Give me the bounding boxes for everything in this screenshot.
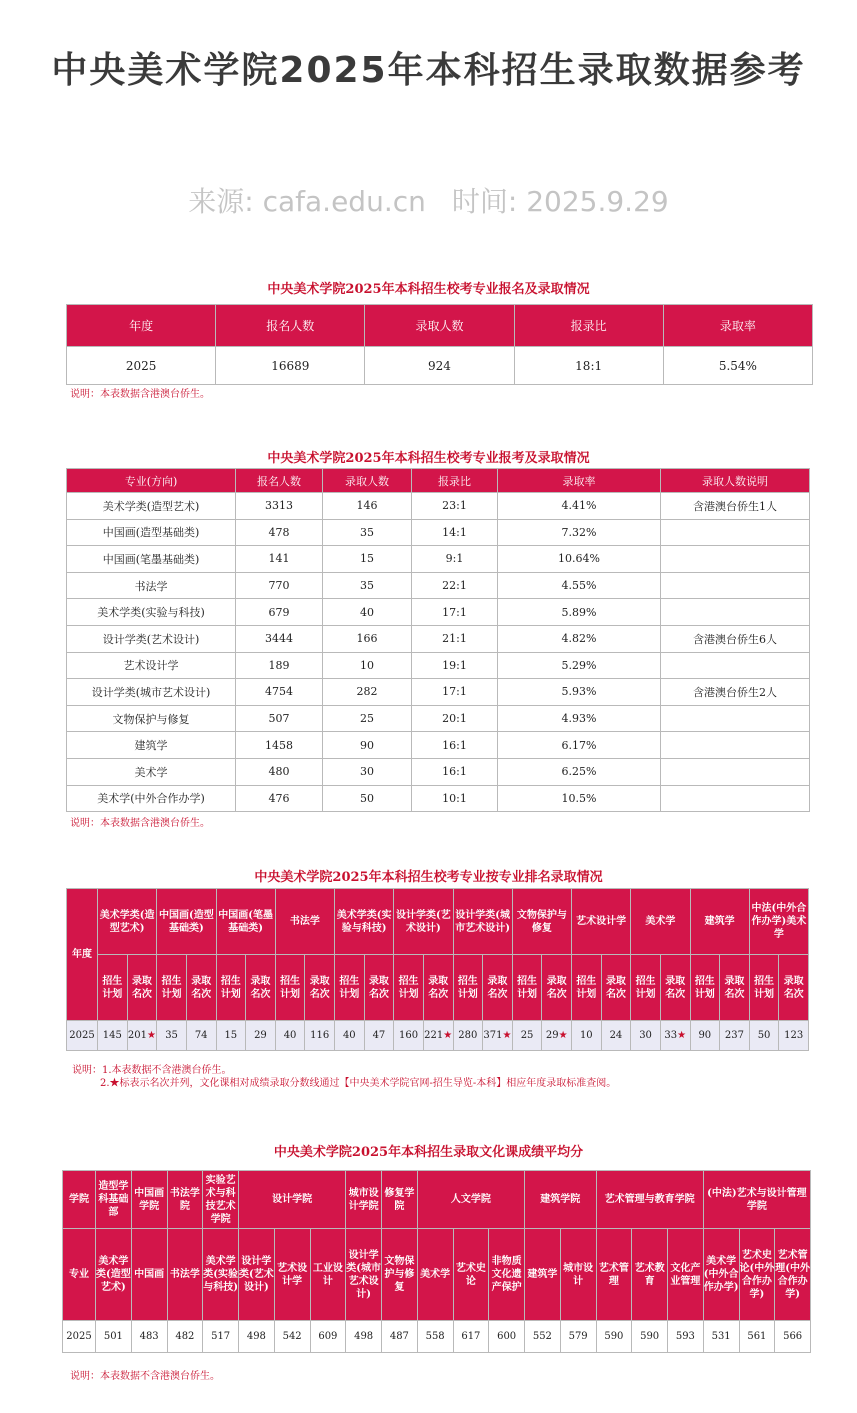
table-row [67,758,810,785]
table-cell: 建筑学 [67,732,236,759]
school-header: 造型学科基础部 [96,1171,132,1229]
score-cell: 517 [203,1321,239,1353]
plan-cell: 280 [453,1021,483,1051]
rank-header: 录取名次 [246,955,276,1021]
table-cell: 14:1 [412,519,498,546]
plan-header: 招生计划 [631,955,661,1021]
table-cell: 艺术设计学 [67,652,236,679]
year-header: 年度 [67,889,98,1021]
table-cell: 5.54% [663,347,812,385]
table-row [67,572,810,599]
table-cell: 166 [323,625,412,652]
plan-header: 招生计划 [275,955,305,1021]
table-cell: 10:1 [412,785,498,812]
rank-cell [542,1021,572,1051]
plan-cell: 90 [690,1021,720,1051]
plan-header: 招生计划 [335,955,365,1021]
rank-cell [246,1021,276,1051]
header-cell: 专业(方向) [67,469,236,493]
score-cell: 483 [131,1321,167,1353]
table-cell: 4754 [236,679,323,706]
table3-note-1: 说明：1.本表数据不含港澳台侨生。 [72,1065,232,1076]
table-cell: 文物保护与修复 [67,705,236,732]
table-cell: 5.89% [498,599,661,626]
header-cell: 报名人数 [216,305,365,347]
school-header: 修复学院 [382,1171,418,1229]
table-cell: 17:1 [412,679,498,706]
table-cell [661,785,810,812]
table-header-row [67,955,809,1021]
score-cell: 498 [239,1321,275,1353]
table3-title: 中央美术学院2025年本科招生校考专业按专业排名录取情况 [254,870,603,885]
table-row [67,347,813,385]
rank-header: 录取名次 [186,955,216,1021]
table-header-row [63,1229,811,1321]
rank-header: 录取名次 [601,955,631,1021]
rank-cell [483,1021,513,1051]
year-cell: 2025 [67,1021,98,1051]
enrollment-summary-table [66,304,813,385]
table-cell: 5.29% [498,652,661,679]
score-cell: 590 [632,1321,668,1353]
rank-cell [660,1021,690,1051]
table-header-row [67,305,813,347]
major-header: 专业 [63,1229,96,1321]
rank-header: 录取名次 [779,955,809,1021]
score-cell: 590 [596,1321,632,1353]
score-cell: 600 [489,1321,525,1353]
rank-header: 录取名次 [423,955,453,1021]
table-cell: 1458 [236,732,323,759]
table-row [67,679,810,706]
school-header: 建筑学院 [525,1171,597,1229]
rank-value: 201 [127,1030,147,1041]
plan-cell: 40 [275,1021,305,1051]
table-row [67,652,810,679]
table-cell: 282 [323,679,412,706]
table-cell: 4.82% [498,625,661,652]
major-header: 设计学类(城市艺术设计) [453,889,512,955]
table-cell: 3313 [236,493,323,520]
table-cell: 4.41% [498,493,661,520]
score-cell: 558 [417,1321,453,1353]
header-cell: 报录比 [514,305,663,347]
table-cell: 770 [236,572,323,599]
plan-header: 招生计划 [98,955,128,1021]
table-cell: 美术学类(实验与科技) [67,599,236,626]
table-cell: 35 [323,519,412,546]
school-header: 书法学院 [167,1171,203,1229]
table4-title: 中央美术学院2025年本科招生录取文化课成绩平均分 [273,1145,584,1160]
table-cell: 6.25% [498,758,661,785]
major-enrollment-table [66,468,810,812]
table-cell: 美术学 [67,758,236,785]
time-text: 时间: 2025.9.29 [451,185,669,218]
major-header: 书法学 [167,1229,203,1321]
score-cell: 617 [453,1321,489,1353]
rank-cell [779,1021,809,1051]
table-cell: 90 [323,732,412,759]
major-header: 艺术史论(中外合作办学) [739,1229,775,1321]
major-header: 中法(中外合作办学)美术学 [749,889,808,955]
table-cell: 16:1 [412,732,498,759]
major-ranking-table [66,888,809,1051]
rank-header: 录取名次 [127,955,157,1021]
major-header: 美术学类(造型艺术) [98,889,157,955]
rank-value: 237 [724,1030,744,1041]
plan-header: 招生计划 [749,955,779,1021]
table-cell [661,546,810,573]
table-header-row [67,889,809,955]
major-header: 艺术教育 [632,1229,668,1321]
score-cell: 566 [775,1321,811,1353]
plan-cell: 145 [98,1021,128,1051]
major-header: 美术学类(实验与科技) [203,1229,239,1321]
table-cell [661,572,810,599]
table-cell: 22:1 [412,572,498,599]
table-cell: 17:1 [412,599,498,626]
major-header: 文物保护与修复 [512,889,571,955]
rank-value: 74 [194,1030,208,1041]
score-cell: 579 [560,1321,596,1353]
major-header: 文化产业管理 [668,1229,704,1321]
plan-cell: 10 [572,1021,602,1051]
rank-header: 录取名次 [364,955,394,1021]
table-cell: 25 [323,705,412,732]
table-cell: 16:1 [412,758,498,785]
table-cell: 23:1 [412,493,498,520]
rank-value: 29 [254,1030,267,1041]
table-row [67,785,810,812]
table-row [67,1021,809,1051]
score-cell: 561 [739,1321,775,1353]
major-header: 书法学 [275,889,334,955]
plan-header: 招生计划 [453,955,483,1021]
table-cell: 中国画(造型基础类) [67,519,236,546]
table-cell: 20:1 [412,705,498,732]
score-cell: 609 [310,1321,346,1353]
score-cell: 531 [703,1321,739,1353]
table-row [67,546,810,573]
source-time-line [0,180,857,220]
rank-value: 29 [545,1030,559,1041]
table-cell: 5.93% [498,679,661,706]
major-header: 艺术设计学 [274,1229,310,1321]
rank-value: 371 [483,1030,503,1041]
culture-score-table [62,1170,811,1353]
school-header: 艺术管理与教育学院 [596,1171,703,1229]
plan-cell: 15 [216,1021,246,1051]
plan-cell: 50 [749,1021,779,1051]
source-text: 来源: cafa.edu.cn [188,185,426,218]
table-cell: 中国画(笔墨基础类) [67,546,236,573]
header-cell: 录取率 [498,469,661,493]
score-cell: 498 [346,1321,382,1353]
table-cell: 4.93% [498,705,661,732]
school-header: 实验艺术与科技艺术学院 [203,1171,239,1229]
plan-header: 招生计划 [512,955,542,1021]
major-header: 美术学 [631,889,690,955]
rank-header: 录取名次 [660,955,690,1021]
table2-note: 说明：本表数据含港澳台侨生。 [70,818,210,829]
school-header: 设计学院 [239,1171,346,1229]
header-cell: 录取人数 [365,305,514,347]
table-cell: 189 [236,652,323,679]
major-header: 建筑学 [690,889,749,955]
plan-cell: 35 [157,1021,187,1051]
major-header: 美术学类(实验与科技) [335,889,394,955]
major-header: 美术学(中外合作办学) [703,1229,739,1321]
table-cell: 7.32% [498,519,661,546]
major-header: 设计学类(城市艺术设计) [346,1229,382,1321]
major-header: 非物质文化遗产保护 [489,1229,525,1321]
table-cell: 30 [323,758,412,785]
table-cell [661,758,810,785]
major-header: 艺术设计学 [572,889,631,955]
rank-value: 47 [372,1030,386,1041]
rank-cell [423,1021,453,1051]
major-header: 中国画(笔墨基础类) [216,889,275,955]
table-cell [661,652,810,679]
major-header: 美术学类(造型艺术) [96,1229,132,1321]
plan-cell: 30 [631,1021,661,1051]
page-title: 中央美术学院2025年本科招生录取数据参考 [51,50,806,91]
score-cell: 593 [668,1321,704,1353]
table-cell: 3444 [236,625,323,652]
star-icon: ★ [443,1030,453,1041]
major-header: 艺术史论 [453,1229,489,1321]
table4-note: 说明：本表数据不含港澳台侨生。 [70,1371,220,1382]
major-header: 建筑学 [525,1229,561,1321]
table-cell: 50 [323,785,412,812]
star-icon: ★ [147,1030,156,1041]
table-row [67,519,810,546]
school-header: (中法)艺术与设计管理学院 [703,1171,810,1229]
table-row [67,493,810,520]
table-cell: 4.55% [498,572,661,599]
table-cell [661,519,810,546]
header-cell: 报录比 [412,469,498,493]
table-cell: 507 [236,705,323,732]
table-cell: 21:1 [412,625,498,652]
table2-title: 中央美术学院2025年本科招生校考专业报考及录取情况 [267,451,590,466]
score-cell: 501 [96,1321,132,1353]
plan-cell: 40 [335,1021,365,1051]
major-header: 美术学 [417,1229,453,1321]
table-cell: 146 [323,493,412,520]
school-header: 城市设计学院 [346,1171,382,1229]
table-cell: 476 [236,785,323,812]
rank-cell [364,1021,394,1051]
header-cell: 录取人数 [323,469,412,493]
table-cell: 美术学类(造型艺术) [67,493,236,520]
table-cell: 40 [323,599,412,626]
plan-header: 招生计划 [216,955,246,1021]
table-cell: 35 [323,572,412,599]
rank-value: 33 [664,1030,678,1041]
score-cell: 482 [167,1321,203,1353]
rank-value: 221 [424,1030,444,1041]
star-icon: ★ [677,1030,687,1041]
table-row [67,625,810,652]
table-cell: 6.17% [498,732,661,759]
header-cell: 年度 [67,305,216,347]
rank-cell [720,1021,750,1051]
table-cell: 含港澳台侨生2人 [661,679,810,706]
table-cell: 设计学类(城市艺术设计) [67,679,236,706]
major-header: 文物保护与修复 [382,1229,418,1321]
school-header: 人文学院 [417,1171,524,1229]
table-cell: 10 [323,652,412,679]
star-icon: ★ [502,1030,512,1041]
plan-cell: 25 [512,1021,542,1051]
table-row [67,599,810,626]
rank-value: 123 [784,1030,804,1041]
major-header: 中国画 [131,1229,167,1321]
score-cell: 487 [382,1321,418,1353]
plan-cell: 160 [394,1021,424,1051]
rank-header: 录取名次 [542,955,572,1021]
rank-cell [127,1021,157,1051]
table-cell: 141 [236,546,323,573]
major-header: 工业设计 [310,1229,346,1321]
plan-header: 招生计划 [690,955,720,1021]
table-cell: 480 [236,758,323,785]
year-cell: 2025 [63,1321,96,1353]
header-cell: 录取人数说明 [661,469,810,493]
table-cell: 679 [236,599,323,626]
major-header: 设计学类(艺术设计) [239,1229,275,1321]
rank-value: 24 [609,1030,623,1041]
table-cell: 924 [365,347,514,385]
rank-value: 116 [310,1030,330,1041]
table-cell: 含港澳台侨生1人 [661,493,810,520]
major-header: 中国画(造型基础类) [157,889,216,955]
table-row [67,732,810,759]
rank-header: 录取名次 [483,955,513,1021]
score-cell: 552 [525,1321,561,1353]
plan-header: 招生计划 [157,955,187,1021]
rank-header: 录取名次 [720,955,750,1021]
table-cell: 15 [323,546,412,573]
major-header: 城市设计 [560,1229,596,1321]
table-cell: 19:1 [412,652,498,679]
major-header: 艺术管理(中外合作办学) [775,1229,811,1321]
table-cell: 16689 [216,347,365,385]
table-cell [661,732,810,759]
table-cell: 设计学类(艺术设计) [67,625,236,652]
plan-header: 招生计划 [394,955,424,1021]
school-header: 中国画学院 [131,1171,167,1229]
school-header: 学院 [63,1171,96,1229]
header-cell: 报名人数 [236,469,323,493]
table-row [67,705,810,732]
score-cell: 542 [274,1321,310,1353]
plan-header: 招生计划 [572,955,602,1021]
table-cell: 478 [236,519,323,546]
table-cell [661,705,810,732]
rank-cell [601,1021,631,1051]
major-header: 设计学类(艺术设计) [394,889,453,955]
table-cell: 2025 [67,347,216,385]
table-cell: 书法学 [67,572,236,599]
rank-header: 录取名次 [305,955,335,1021]
star-icon: ★ [558,1030,568,1041]
table1-title: 中央美术学院2025年本科招生校考专业报名及录取情况 [267,282,590,297]
rank-cell [305,1021,335,1051]
table-row [63,1321,811,1353]
table3-note-2: 2.★标表示名次并列，文化课相对成绩录取分数线通过【中央美术学院官网-招生导览-本科】相应年度录取标准查阅。 [100,1078,617,1089]
table-cell: 美术学(中外合作办学) [67,785,236,812]
table-cell: 10.5% [498,785,661,812]
table-cell: 9:1 [412,546,498,573]
table-cell [661,599,810,626]
table-header-row [67,469,810,493]
rank-cell [186,1021,216,1051]
table-cell: 含港澳台侨生6人 [661,625,810,652]
table-cell: 10.64% [498,546,661,573]
table1-note: 说明：本表数据含港澳台侨生。 [70,389,210,400]
major-header: 艺术管理 [596,1229,632,1321]
header-cell: 录取率 [663,305,812,347]
table-header-row [63,1171,811,1229]
table-cell: 18:1 [514,347,663,385]
